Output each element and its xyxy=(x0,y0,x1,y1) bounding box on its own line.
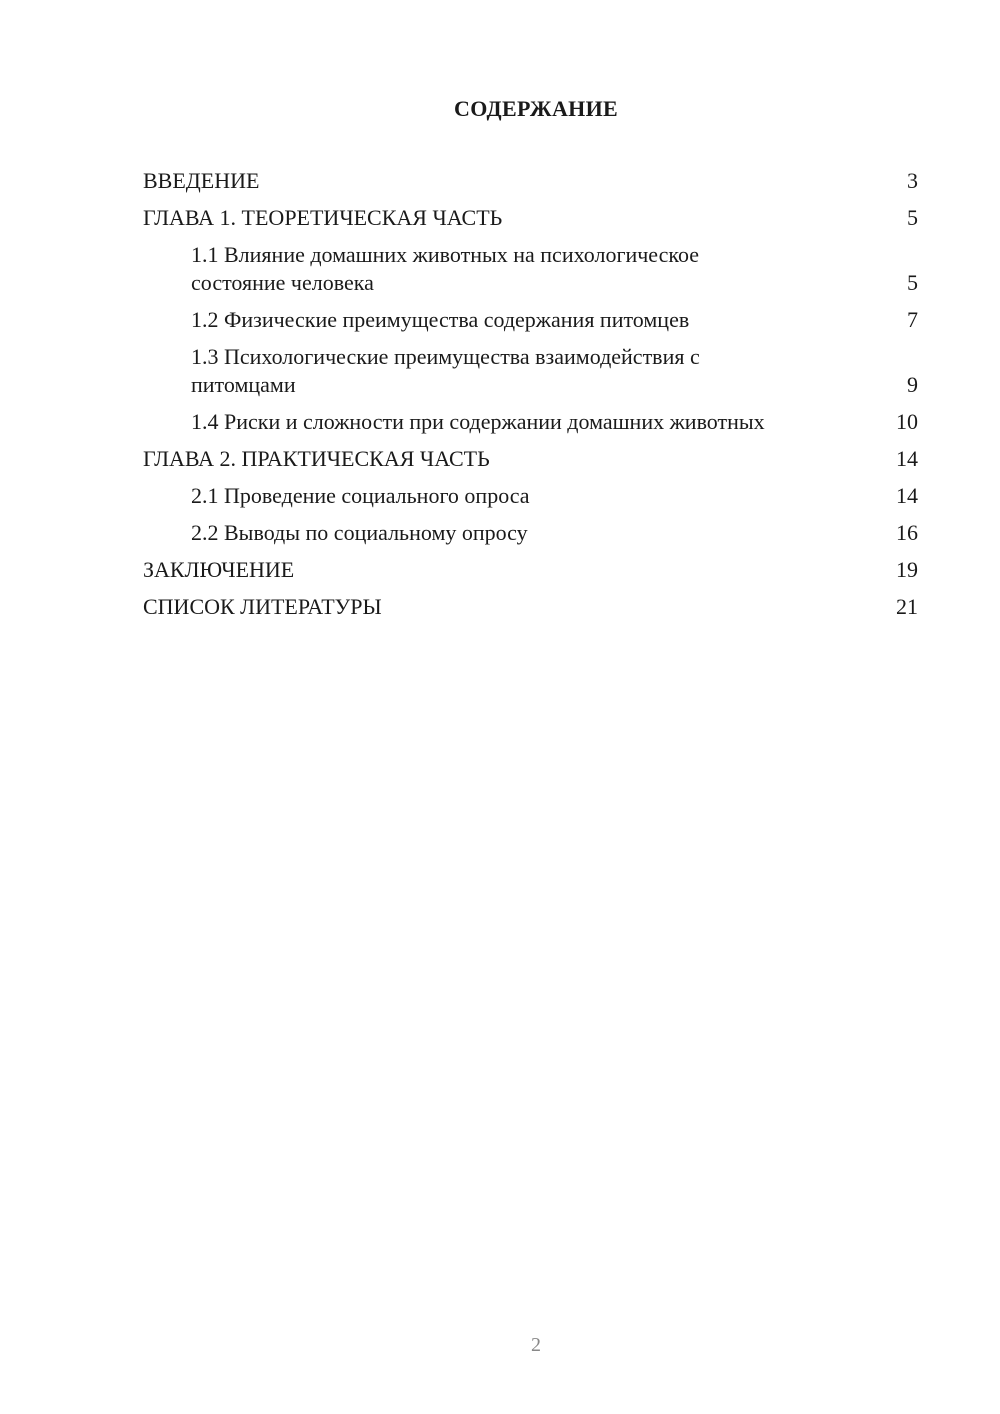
toc-entry-label: 2.2 Выводы по социальному опросу xyxy=(191,520,528,545)
toc-entry-section-2-1[interactable] xyxy=(143,482,918,510)
toc-entry-label: ЗАКЛЮЧЕНИЕ xyxy=(143,557,295,582)
toc-entry-label: ГЛАВА 2. ПРАКТИЧЕСКАЯ ЧАСТЬ xyxy=(143,446,490,471)
toc-entry-introduction[interactable] xyxy=(143,167,918,195)
toc-entry-section-1-2[interactable] xyxy=(143,306,918,334)
toc-entry-label: СПИСОК ЛИТЕРАТУРЫ xyxy=(143,594,382,619)
toc-title: СОДЕРЖАНИЕ xyxy=(454,96,618,121)
toc-entry-references[interactable] xyxy=(143,593,918,621)
toc-entry-page: 14 xyxy=(896,446,918,471)
toc-entry-conclusion[interactable] xyxy=(143,556,918,584)
toc-entry-label: 2.1 Проведение социального опроса xyxy=(191,483,530,508)
toc-entry-label: ГЛАВА 1. ТЕОРЕТИЧЕСКАЯ ЧАСТЬ xyxy=(143,205,503,230)
toc-entry-label: 1.4 Риски и сложности при содержании домашних животных xyxy=(191,409,765,434)
toc-entry-section-1-1[interactable] xyxy=(143,241,918,297)
toc-entry-label: ВВЕДЕНИЕ xyxy=(143,168,260,193)
toc-entry-section-2-2[interactable] xyxy=(143,519,918,547)
toc-entry-page: 7 xyxy=(907,307,918,332)
toc-entry-section-1-3[interactable] xyxy=(143,343,918,399)
toc-entry-page: 21 xyxy=(896,594,918,619)
toc-entry-page: 5 xyxy=(907,205,918,230)
toc-entry-chapter-1[interactable] xyxy=(143,204,918,232)
toc-entry-label: 1.2 Физические преимущества содержания питомцев xyxy=(191,307,690,332)
toc-entry-page: 3 xyxy=(907,168,918,193)
page-number: 2 xyxy=(531,1334,541,1356)
toc-entry-page: 16 xyxy=(896,520,918,545)
toc-entry-label: 1.3 Психологические преимущества взаимодействия с питомцами xyxy=(191,344,700,397)
toc-entry-chapter-2[interactable] xyxy=(143,445,918,473)
toc-entry-section-1-4[interactable] xyxy=(143,408,918,436)
toc-entry-page: 19 xyxy=(896,557,918,582)
toc-entry-label: 1.1 Влияние домашних животных на психологическое состояние человека xyxy=(191,242,699,295)
toc-entry-page: 10 xyxy=(896,409,918,434)
toc-entry-page: 5 xyxy=(907,270,918,295)
table-of-contents xyxy=(143,167,918,621)
toc-entry-page: 14 xyxy=(896,483,918,508)
toc-entry-page: 9 xyxy=(907,372,918,397)
